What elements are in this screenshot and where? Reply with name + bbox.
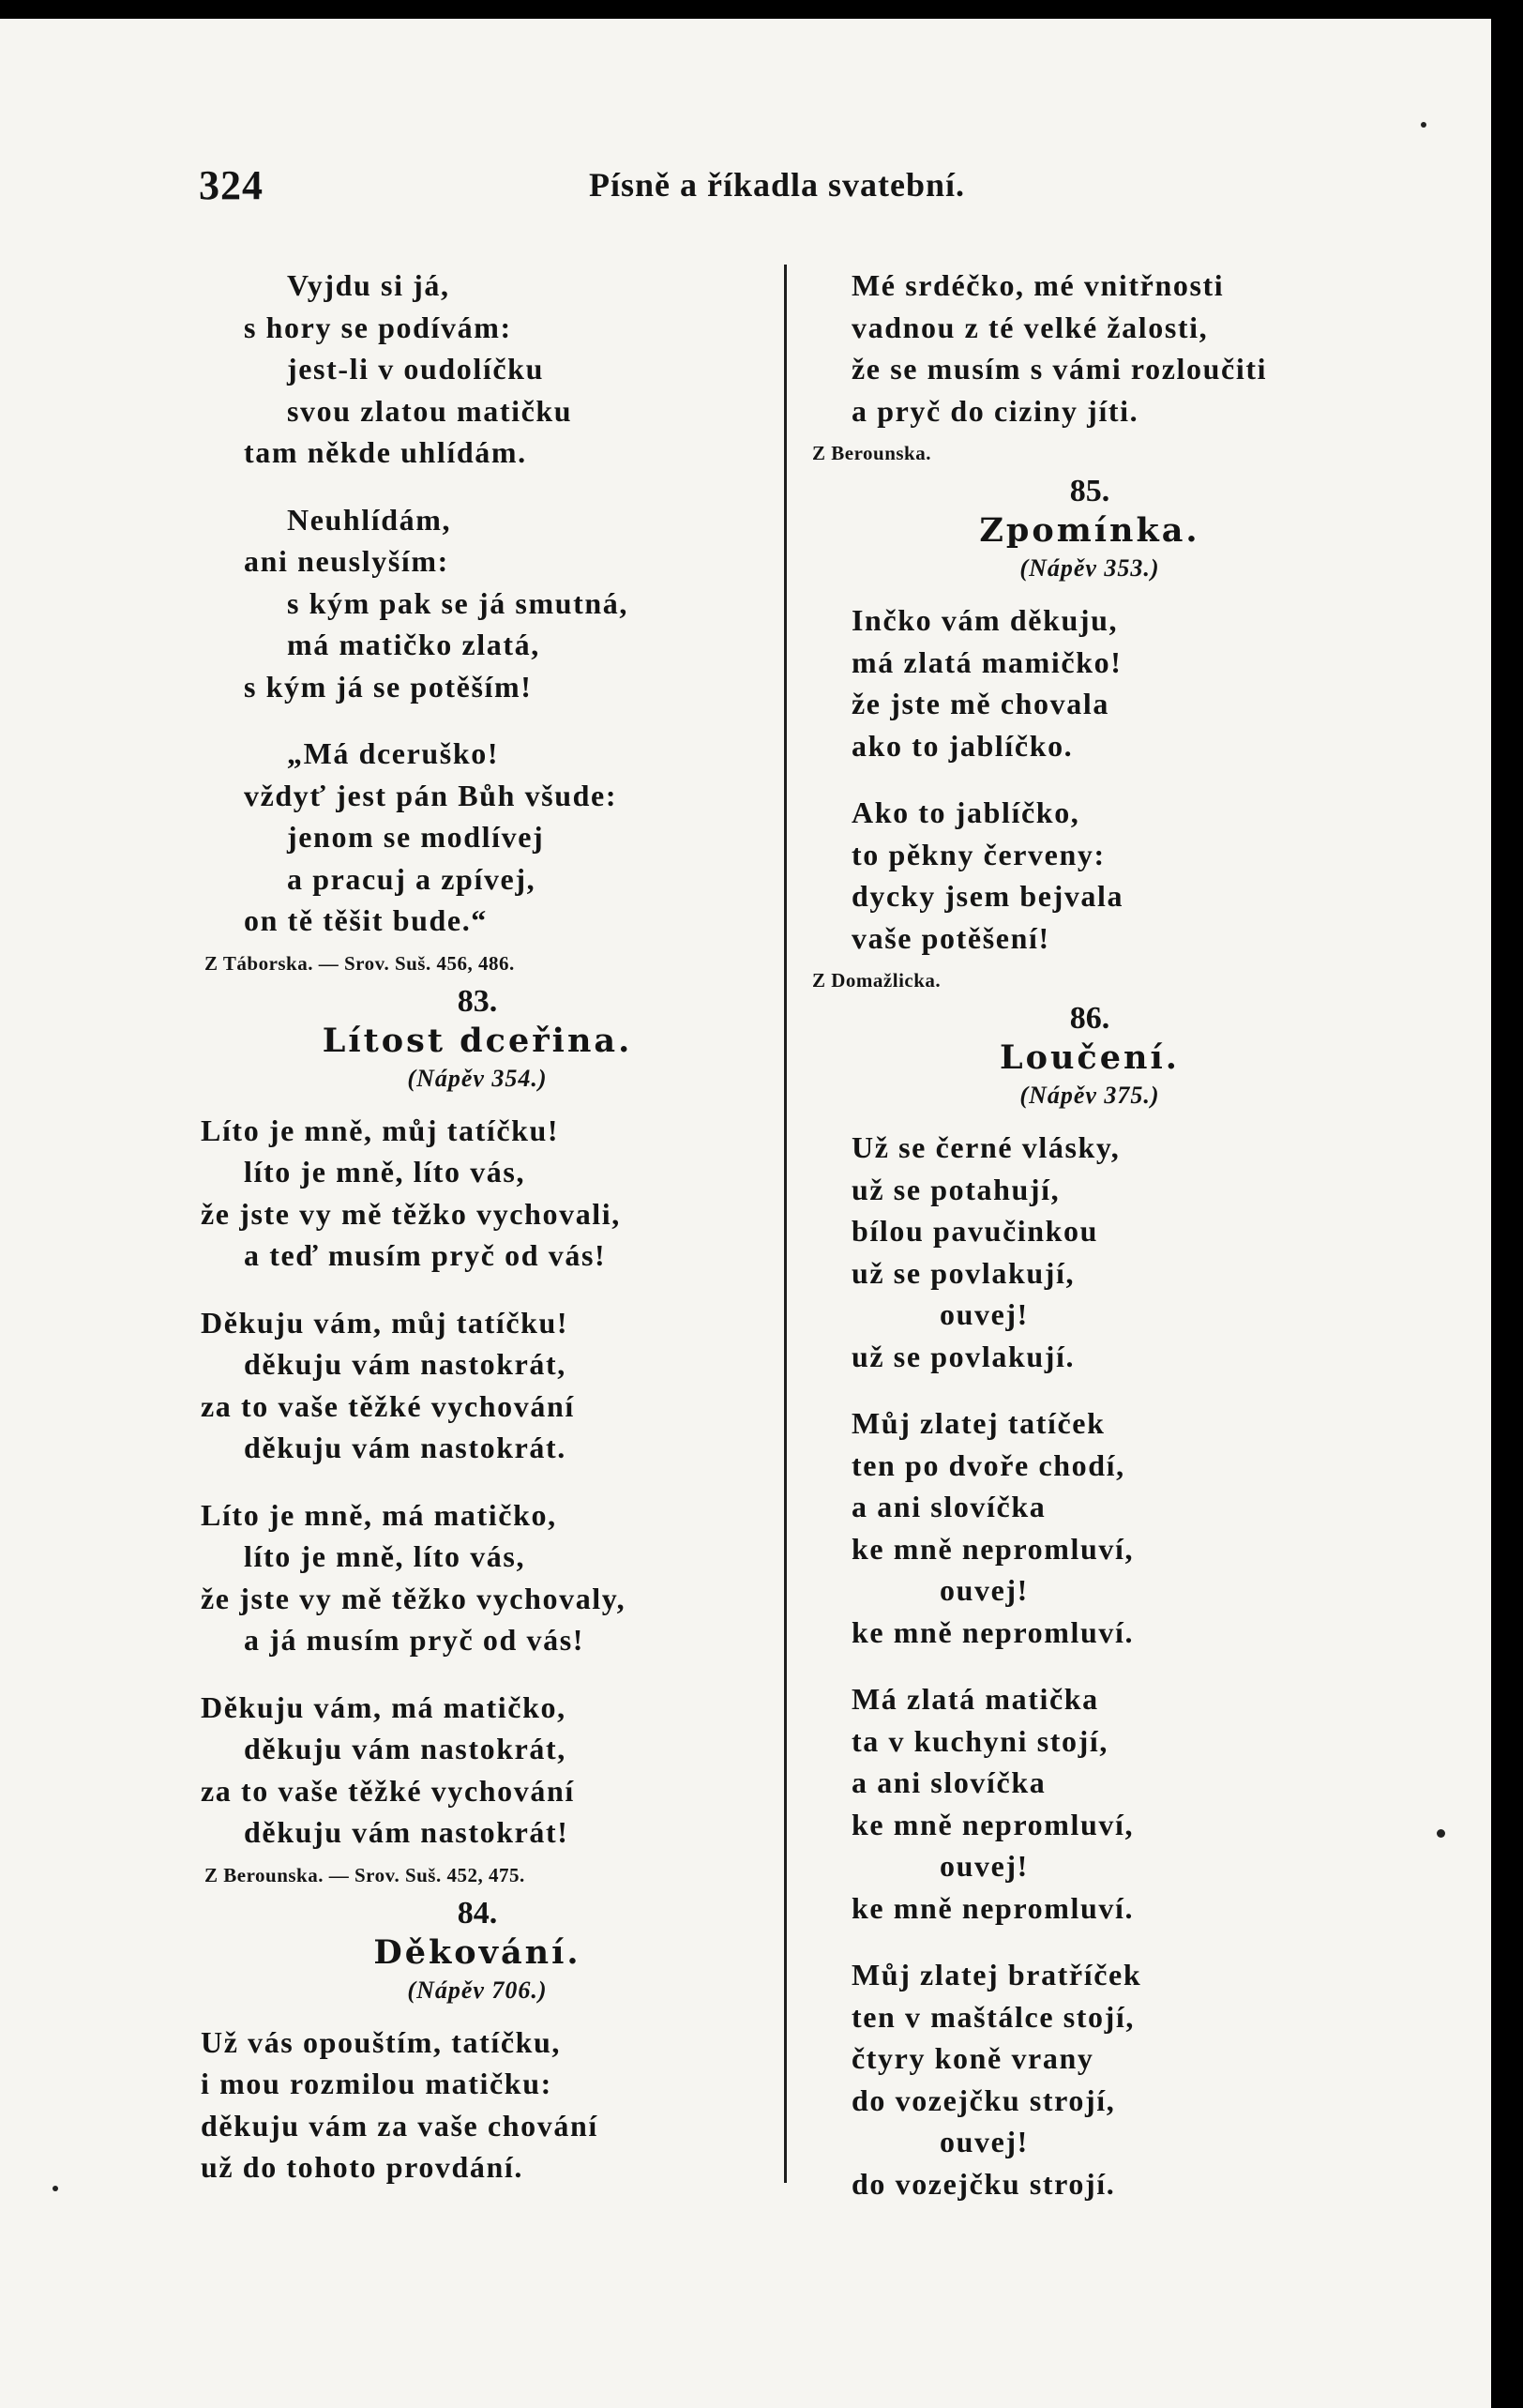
book-page (0, 19, 1491, 2408)
verse-line: a pracuj a zpívej, (287, 861, 536, 896)
verse-line: ke mně nepromluví. (852, 1614, 1135, 1649)
verse-line: za to vaše těžké vychování (201, 1773, 575, 1808)
verse-line: už se potahují, (852, 1172, 1061, 1206)
verse-line: už se povlakují. (852, 1339, 1076, 1373)
stanza (201, 2022, 754, 2188)
verse-line: a ani slovíčka (852, 1490, 1047, 1523)
verse-line: za to vaše těžké vychování (201, 1388, 575, 1423)
song-tune-ref: (Nápěv 706.) (407, 1976, 548, 2004)
verse-line: že jste vy mě těžko vychovaly, (201, 1581, 626, 1615)
verse-line: Líto je mně, můj tatíčku! (201, 1113, 560, 1147)
scan-speck (53, 2186, 58, 2191)
source-note: Z Domažlicka. (812, 969, 942, 992)
verse-line: vaše potěšení! (852, 920, 1050, 955)
song-number: 86. (1069, 1001, 1110, 1036)
column-divider (784, 265, 787, 2183)
page-number: 324 (199, 162, 264, 208)
stanza (201, 733, 754, 942)
song-number: 84. (457, 1895, 498, 1931)
verse-line: s kým já se potěším! (244, 669, 533, 704)
verse-line: ke mně nepromluví, (852, 1807, 1135, 1841)
verse-line: že jste vy mě těžko vychovali, (201, 1196, 621, 1231)
stanza (201, 1302, 754, 1469)
song-title: Loučení. (1000, 1038, 1180, 1077)
verse-line: děkuju vám nastokrát! (244, 1815, 569, 1849)
verse-line: vždyť jest pán Bůh všude: (244, 778, 618, 812)
stanza (201, 499, 754, 708)
verse-line: s hory se podívám: (244, 310, 512, 344)
verse-line: vadnou z té velké žalosti, (852, 310, 1209, 344)
verse-line: Ako to jablíčko, (852, 795, 1080, 829)
verse-line: ke mně nepromluví, (852, 1531, 1135, 1566)
verse-line: Už vás opouštím, tatíčku, (201, 2024, 562, 2059)
running-title: Písně a říkadla svatební. (589, 166, 966, 204)
verse-line: s kým pak se já smutná, (287, 585, 628, 620)
verse-line: Neuhlídám, (287, 502, 452, 537)
source-note: Z Táborska. — Srov. Suš. 456, 486. (204, 951, 515, 975)
song-tune-ref: (Nápěv 375.) (1019, 1082, 1160, 1109)
verse-line: svou zlatou matičku (287, 393, 573, 428)
verse-line: do vozejčku strojí. (852, 2166, 1116, 2201)
verse-line: ta v kuchyni stojí, (852, 1723, 1108, 1758)
verse-line: Vyjdu si já, (287, 268, 450, 302)
verse-line: do vozejčku strojí, (852, 2082, 1116, 2117)
scan-speck (1437, 1829, 1445, 1838)
verse-line: i mou rozmilou matičku: (201, 2067, 552, 2100)
verse-line: Mé srdéčko, mé vnitřnosti (852, 268, 1225, 302)
verse-line: Děkuju vám, má matičko, (201, 1689, 566, 1724)
verse-line: dycky jsem bejvala (852, 879, 1124, 913)
verse-line: ke mně nepromluví. (852, 1890, 1135, 1925)
right-column (808, 265, 1371, 2230)
verse-line: Líto je mně, má matičko, (201, 1497, 557, 1532)
verse-line: a teď musím pryč od vás! (244, 1238, 607, 1272)
left-column (201, 265, 754, 2214)
verse-line: ouvej! (940, 1849, 1029, 1883)
verse-line: děkuju vám nastokrát. (244, 1431, 566, 1464)
verse-line: že se musím s vámi rozloučiti (852, 352, 1268, 386)
verse-line: Můj zlatej tatíček (852, 1406, 1106, 1440)
verse-line: Děkuju vám, můj tatíčku! (201, 1305, 569, 1340)
stanza (201, 1494, 754, 1661)
page-header (0, 161, 1491, 218)
stanza (808, 599, 1371, 766)
verse-line: ouvej! (940, 2125, 1029, 2158)
verse-line: tam někde uhlídám. (244, 435, 527, 469)
verse-line: má matičko zlatá, (287, 628, 540, 661)
song-tune-ref: (Nápěv 354.) (407, 1064, 548, 1092)
verse-line: děkuju vám nastokrát, (244, 1732, 566, 1765)
source-note: Z Berounska. — Srov. Suš. 452, 475. (204, 1863, 525, 1886)
verse-line: ako to jablíčko. (852, 728, 1074, 763)
source-note: Z Berounska. (812, 442, 931, 464)
verse-line: děkuju vám nastokrát, (244, 1347, 566, 1381)
song-tune-ref: (Nápěv 353.) (1019, 554, 1160, 582)
verse-line: že jste mě chovala (852, 687, 1109, 720)
song-title: Děkování. (373, 1932, 581, 1972)
verse-line: a ani slovíčka (852, 1765, 1047, 1799)
verse-line: děkuju vám za vaše chování (201, 2108, 598, 2143)
verse-line: „Má dceruško! (287, 736, 500, 770)
stanza (808, 792, 1371, 959)
song-number: 85. (1069, 474, 1110, 508)
verse-line: čtyry koně vrany (852, 2041, 1094, 2075)
verse-line: ten v maštálce stojí, (852, 1999, 1135, 2034)
verse-line: ani neuslyším: (244, 544, 449, 578)
stanza (808, 265, 1371, 432)
song-title: Zpomínka. (979, 511, 1200, 550)
verse-line: už se povlakují, (852, 1255, 1076, 1290)
stanza (201, 265, 754, 474)
verse-line: ouvej! (940, 1573, 1029, 1607)
verse-line: Má zlatá matička (852, 1682, 1099, 1716)
verse-line: Můj zlatej bratříček (852, 1958, 1142, 1992)
stanza (808, 1678, 1371, 1929)
verse-line: jenom se modlívej (287, 820, 545, 854)
verse-line: ten po dvoře chodí, (852, 1447, 1125, 1482)
verse-line: on tě těšit bude.“ (244, 903, 488, 937)
verse-line: a pryč do ciziny jíti. (852, 393, 1139, 428)
verse-line: ouvej! (940, 1297, 1029, 1331)
verse-line: líto je mně, líto vás, (244, 1155, 526, 1189)
stanza (808, 1127, 1371, 1377)
verse-line: líto je mně, líto vás, (244, 1539, 526, 1573)
verse-line: a já musím pryč od vás! (244, 1623, 585, 1657)
verse-line: Už se černé vlásky, (852, 1130, 1121, 1164)
verse-line: to pěkny červeny: (852, 837, 1106, 871)
stanza (201, 1687, 754, 1854)
verse-line: Inčko vám děkuju, (852, 603, 1119, 637)
verse-line: má zlatá mamičko! (852, 644, 1123, 679)
scan-speck (1421, 122, 1426, 128)
song-number: 83. (457, 983, 498, 1019)
stanza (201, 1110, 754, 1277)
verse-line: už do tohoto provdání. (201, 2150, 524, 2184)
song-title: Lítost dceřina. (322, 1021, 633, 1060)
stanza (808, 1954, 1371, 2204)
verse-line: jest-li v oudolíčku (287, 352, 544, 386)
verse-line: bílou pavučinkou (852, 1214, 1099, 1248)
stanza (808, 1402, 1371, 1653)
